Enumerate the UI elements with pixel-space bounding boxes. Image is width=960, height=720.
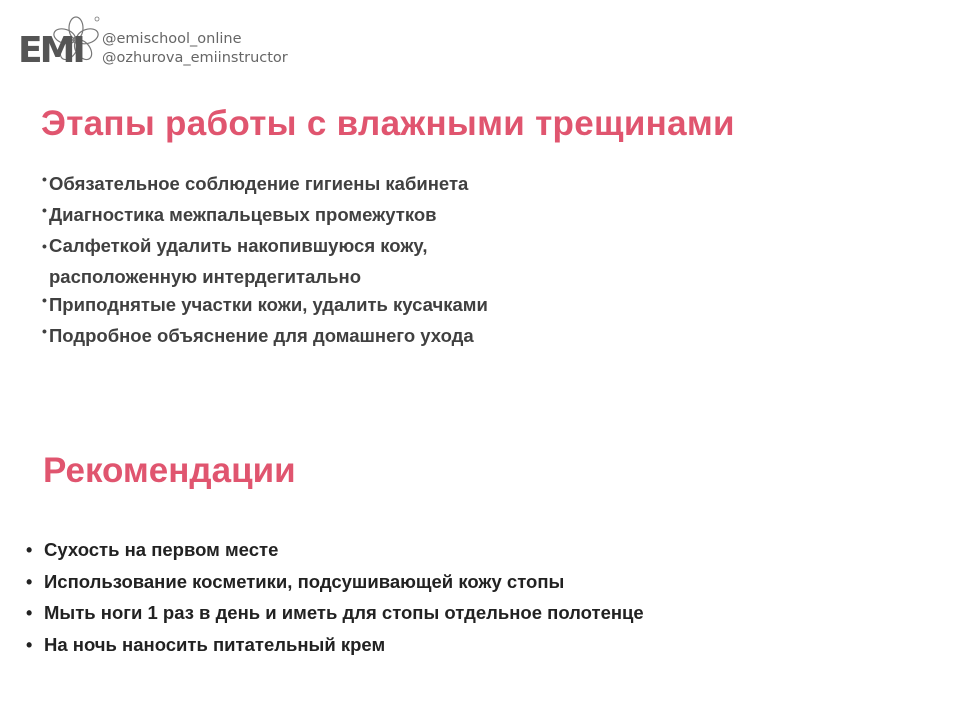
social-handles xyxy=(102,30,288,68)
section-title-stages: Этапы работы с влажными трещинами xyxy=(41,104,735,143)
list-item: • На ночь наносить питательный крем xyxy=(26,633,644,665)
recommendations-list xyxy=(26,538,644,664)
list-item: • Сухость на первом месте xyxy=(26,538,644,570)
list-item: • Мыть ноги 1 раз в день и иметь для стопы отдельное полотенце xyxy=(26,601,644,633)
list-item: • Обязательное соблюдение гигиены кабинета xyxy=(42,173,569,194)
list-item: • Подробное объяснение для домашнего ухода xyxy=(42,325,569,346)
handle-instructor: @ozhurova_emiinstructor xyxy=(102,50,288,66)
list-item: • Использование косметики, подсушивающей кожу стопы xyxy=(26,570,644,602)
list-item: • Салфеткой удалить накопившуюся кожу, расположенную интердегитально xyxy=(42,230,569,292)
list-item: • Приподнятые участки кожи, удалить кусачками xyxy=(42,294,569,315)
list-item: • Диагностика межпальцевых промежутков xyxy=(42,204,569,225)
stages-list xyxy=(42,173,569,356)
section-title-recommendations: Рекомендации xyxy=(43,451,296,490)
brand-logo xyxy=(18,14,98,71)
handle-school: @emischool_online xyxy=(102,31,242,47)
logo-text: EMI xyxy=(18,30,83,71)
